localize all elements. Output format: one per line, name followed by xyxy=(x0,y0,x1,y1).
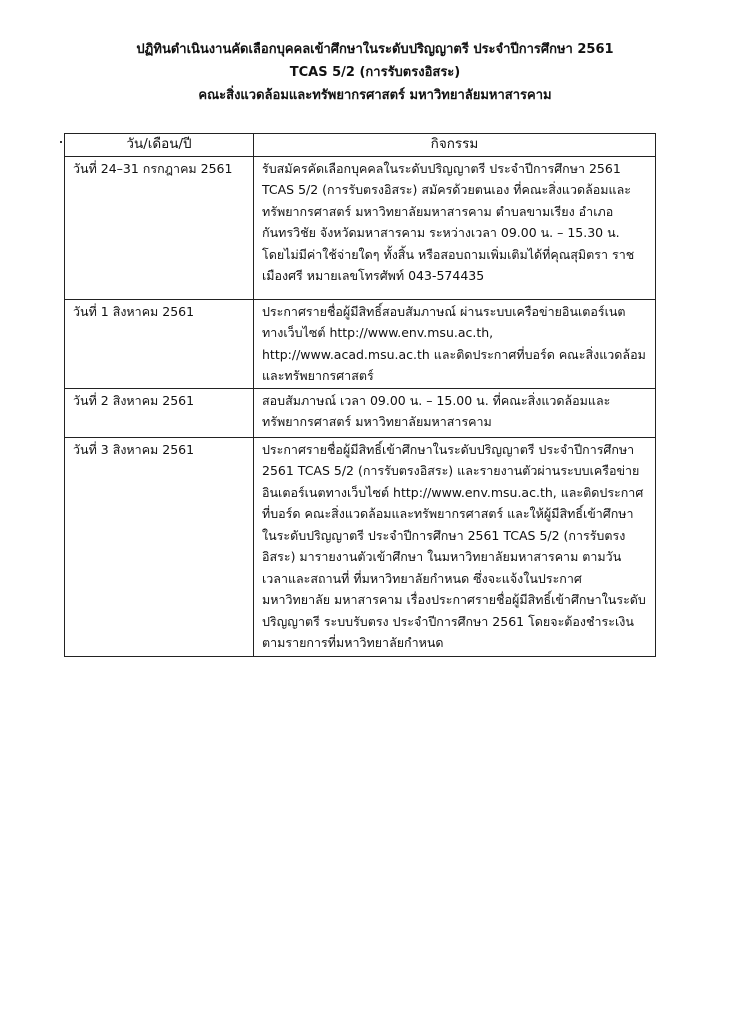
stray-mark xyxy=(60,141,62,143)
activity-line: ประกาศรายชื่อผู้มีสิทธิ์เข้าศึกษาในระดับปริญญาตรี ประจำปีการศึกษา xyxy=(262,441,635,457)
row-date: วันที่ 24–31 กรกฎาคม 2561 xyxy=(65,156,254,299)
table-row xyxy=(65,156,656,299)
table-header-row xyxy=(65,134,656,157)
activity-line: เมืองศรี หมายเลขโทรศัพท์ 043-574435 xyxy=(262,268,485,283)
activity-line: อินเตอร์เนตทางเว็บไซต์ http://www.env.msu.ac.th, และติดประกาศ xyxy=(262,484,644,500)
activity-line: สอบสัมภาษณ์ เวลา 09.00 น. – 15.00 น. ที่คณะสิ่งแวดล้อมและ xyxy=(262,392,611,408)
row-date: วันที่ 3 สิงหาคม 2561 xyxy=(65,437,254,656)
row-activity xyxy=(254,437,656,656)
activity-line: ทางเว็บไซต์ http://www.env.msu.ac.th, xyxy=(262,325,494,340)
row-activity xyxy=(254,388,656,437)
activity-line: ประกาศรายชื่อผู้มีสิทธิ์สอบสัมภาษณ์ ผ่านระบบเครือข่ายอินเตอร์เนต xyxy=(262,303,626,319)
activity-line: 2561 TCAS 5/2 (การรับตรงอิสระ) และรายงานตัวผ่านระบบเครือข่าย xyxy=(262,463,640,478)
table-row xyxy=(65,299,656,388)
row-date: วันที่ 1 สิงหาคม 2561 xyxy=(65,299,254,388)
header-faculty: คณะสิ่งแวดล้อมและทรัพยากรศาสตร์ มหาวิทยาลัยมหาสารคาม xyxy=(198,88,552,103)
document-header xyxy=(60,38,690,107)
column-header-activity: กิจกรรม xyxy=(254,134,656,157)
activity-line: และทรัพยากรศาสตร์ xyxy=(262,368,374,383)
activity-line: ที่บอร์ด คณะสิ่งแวดล้อมและทรัพยากรศาสตร์ และให้ผู้มีสิทธิ์เข้าศึกษา xyxy=(262,506,634,521)
column-header-date: วัน/เดือน/ปี xyxy=(65,134,254,157)
activity-line: ทรัพยากรศาสตร์ มหาวิทยาลัยมหาสารคาม xyxy=(262,414,492,429)
row-activity xyxy=(254,156,656,299)
table-row xyxy=(65,388,656,437)
activity-line: อิสระ) มารายงานตัวเข้าศึกษา ในมหาวิทยาลัยมหาสารคาม ตามวัน xyxy=(262,549,622,564)
activity-line: TCAS 5/2 (การรับตรงอิสระ) สมัครด้วยตนเอง ที่คณะสิ่งแวดล้อมและ xyxy=(262,182,631,197)
schedule-table xyxy=(64,133,656,657)
header-subtitle: TCAS 5/2 (การรับตรงอิสระ) xyxy=(289,65,461,80)
activity-line: มหาวิทยาลัย มหาสารคาม เรื่องประกาศรายชื่อผู้มีสิทธิ์เข้าศึกษาในระดับ xyxy=(262,592,646,607)
header-title: ปฏิทินดำเนินงานคัดเลือกบุคคลเข้าศึกษาในระดับปริญญาตรี ประจำปีการศึกษา 2561 xyxy=(136,42,614,57)
activity-line: ในระดับปริญญาตรี ประจำปีการศึกษา 2561 TCAS 5/2 (การรับตรง xyxy=(262,527,626,543)
activity-line: ตามรายการที่มหาวิทยาลัยกำหนด xyxy=(262,635,444,650)
table-row xyxy=(65,437,656,656)
activity-line: ปริญญาตรี ระบบรับตรง ประจำปีการศึกษา 2561 โดยจะต้องชำระเงิน xyxy=(262,613,634,629)
activity-line: http://www.acad.msu.ac.th และติดประกาศที่บอร์ด คณะสิ่งแวดล้อม xyxy=(262,346,646,362)
row-date: วันที่ 2 สิงหาคม 2561 xyxy=(65,388,254,437)
row-activity xyxy=(254,299,656,388)
activity-line: กันทรวิชัย จังหวัดมหาสารคาม ระหว่างเวลา 09.00 น. – 15.30 น. xyxy=(262,225,620,240)
activity-line: โดยไม่มีค่าใช้จ่ายใดๆ ทั้งสิ้น หรือสอบถามเพิ่มเติมได้ที่คุณสุมิตรา ราช xyxy=(262,246,635,262)
activity-line: เวลาและสถานที่ ที่มหาวิทยาลัยกำหนด ซึ่งจะแจ้งในประกาศ xyxy=(262,570,582,586)
activity-line: รับสมัครคัดเลือกบุคคลในระดับปริญญาตรี ประจำปีการศึกษา 2561 xyxy=(262,160,621,176)
activity-line: ทรัพยากรศาสตร์ มหาวิทยาลัยมหาสารคาม ตำบลขามเรียง อำเภอ xyxy=(262,203,614,219)
